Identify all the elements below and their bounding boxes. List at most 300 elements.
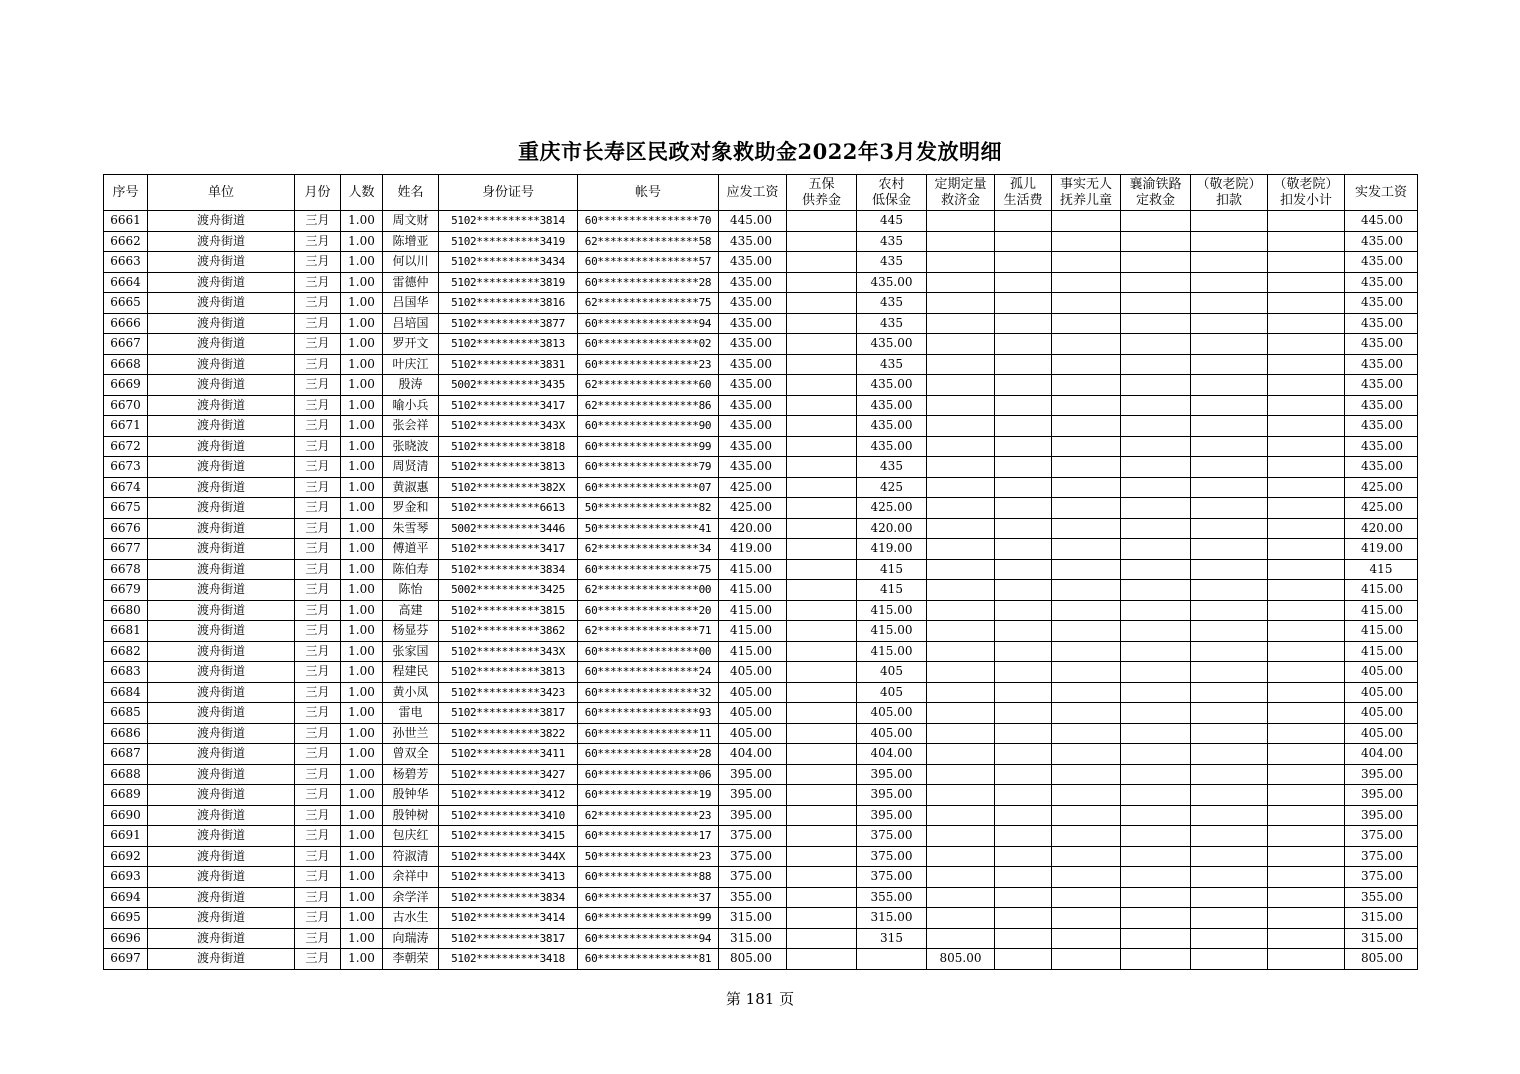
table-cell	[787, 416, 857, 437]
table-cell: 朱雪琴	[383, 518, 439, 539]
table-cell: 渡舟街道	[148, 641, 295, 662]
table-cell	[1121, 580, 1191, 601]
table-cell: 1.00	[341, 436, 383, 457]
table-cell	[995, 641, 1052, 662]
table-cell: 60****************88	[578, 867, 719, 888]
table-cell	[927, 457, 995, 478]
table-row	[104, 764, 1418, 785]
column-header: 月份	[295, 175, 341, 211]
table-cell: 415.00	[1345, 621, 1418, 642]
table-cell: 杨显芬	[383, 621, 439, 642]
table-cell: 吕国华	[383, 293, 439, 314]
table-cell: 415	[857, 580, 927, 601]
table-cell: 三月	[295, 477, 341, 498]
table-cell: 62****************34	[578, 539, 719, 560]
table-cell: 三月	[295, 703, 341, 724]
table-cell	[1268, 805, 1345, 826]
table-cell: 三月	[295, 252, 341, 273]
table-cell: 60****************00	[578, 641, 719, 662]
table-cell: 315.00	[1345, 928, 1418, 949]
table-cell: 375.00	[1345, 826, 1418, 847]
table-cell: 435.00	[719, 272, 787, 293]
table-cell: 古水生	[383, 908, 439, 929]
table-cell: 435.00	[719, 457, 787, 478]
table-cell	[1121, 231, 1191, 252]
table-cell	[787, 723, 857, 744]
column-header: （敬老院） 扣发小计	[1268, 175, 1345, 211]
table-cell	[1268, 826, 1345, 847]
table-cell	[1052, 867, 1121, 888]
table-cell: 62****************86	[578, 395, 719, 416]
table-cell: 405.00	[1345, 703, 1418, 724]
table-cell	[1268, 354, 1345, 375]
table-cell: 殷钟华	[383, 785, 439, 806]
table-cell	[927, 621, 995, 642]
table-cell	[1191, 416, 1268, 437]
table-row	[104, 785, 1418, 806]
table-cell: 355.00	[1345, 887, 1418, 908]
table-cell	[927, 334, 995, 355]
table-cell	[927, 395, 995, 416]
table-cell: 1.00	[341, 600, 383, 621]
table-cell: 三月	[295, 416, 341, 437]
table-cell	[1268, 395, 1345, 416]
table-row	[104, 662, 1418, 683]
table-cell	[1121, 334, 1191, 355]
table-cell	[1121, 293, 1191, 314]
table-cell: 喻小兵	[383, 395, 439, 416]
table-cell: 415.00	[719, 559, 787, 580]
table-cell: 420.00	[719, 518, 787, 539]
table-cell: 1.00	[341, 580, 383, 601]
table-cell	[995, 867, 1052, 888]
table-cell: 6677	[104, 539, 148, 560]
table-cell: 1.00	[341, 682, 383, 703]
table-cell: 1.00	[341, 621, 383, 642]
table-row	[104, 293, 1418, 314]
table-cell: 405.00	[857, 703, 927, 724]
table-cell	[1052, 272, 1121, 293]
table-cell	[1268, 375, 1345, 396]
table-cell	[1268, 457, 1345, 478]
table-cell: 6688	[104, 764, 148, 785]
table-cell	[787, 477, 857, 498]
table-cell: 6686	[104, 723, 148, 744]
table-cell	[995, 580, 1052, 601]
table-cell: 渡舟街道	[148, 805, 295, 826]
table-cell: 6695	[104, 908, 148, 929]
table-cell	[1191, 621, 1268, 642]
table-cell: 805.00	[1345, 949, 1418, 970]
table-cell: 5102**********3834	[439, 887, 578, 908]
column-header: 姓名	[383, 175, 439, 211]
table-cell	[1121, 908, 1191, 929]
table-row	[104, 887, 1418, 908]
table-cell: 5102**********3834	[439, 559, 578, 580]
table-cell: 5102**********3414	[439, 908, 578, 929]
table-cell: 1.00	[341, 395, 383, 416]
table-cell: 60****************24	[578, 662, 719, 683]
table-cell: 420.00	[1345, 518, 1418, 539]
table-cell: 三月	[295, 928, 341, 949]
table-cell	[1121, 662, 1191, 683]
table-cell	[787, 846, 857, 867]
table-cell: 60****************79	[578, 457, 719, 478]
table-cell: 6678	[104, 559, 148, 580]
table-cell: 6681	[104, 621, 148, 642]
table-cell: 渡舟街道	[148, 559, 295, 580]
table-cell: 1.00	[341, 252, 383, 273]
table-cell: 6697	[104, 949, 148, 970]
table-cell: 435.00	[857, 272, 927, 293]
table-cell	[1268, 293, 1345, 314]
table-cell	[1191, 867, 1268, 888]
table-cell: 415.00	[1345, 580, 1418, 601]
table-cell	[1268, 846, 1345, 867]
table-cell: 1.00	[341, 785, 383, 806]
table-cell: 孙世兰	[383, 723, 439, 744]
table-cell	[1052, 252, 1121, 273]
table-cell	[1268, 682, 1345, 703]
table-cell: 三月	[295, 764, 341, 785]
table-row	[104, 416, 1418, 437]
table-cell	[787, 662, 857, 683]
table-cell: 1.00	[341, 457, 383, 478]
table-cell: 三月	[295, 723, 341, 744]
table-header-row	[104, 175, 1418, 211]
table-cell	[995, 846, 1052, 867]
table-cell	[927, 416, 995, 437]
table-cell	[787, 211, 857, 232]
table-cell: 6664	[104, 272, 148, 293]
table-cell	[927, 641, 995, 662]
table-cell: 404.00	[1345, 744, 1418, 765]
table-cell: 6689	[104, 785, 148, 806]
table-cell: 5102**********3413	[439, 867, 578, 888]
table-cell: 周贤清	[383, 457, 439, 478]
table-cell: 395.00	[719, 805, 787, 826]
table-cell: 三月	[295, 621, 341, 642]
table-cell: 425.00	[719, 477, 787, 498]
table-cell: 445.00	[1345, 211, 1418, 232]
table-cell	[787, 867, 857, 888]
table-cell	[1121, 887, 1191, 908]
table-row	[104, 539, 1418, 560]
table-cell: 三月	[295, 334, 341, 355]
table-cell: 50****************82	[578, 498, 719, 519]
table-cell	[1268, 928, 1345, 949]
table-cell: 435.00	[719, 354, 787, 375]
table-cell: 周文财	[383, 211, 439, 232]
table-cell: 445	[857, 211, 927, 232]
table-cell	[1268, 887, 1345, 908]
table-cell: 6691	[104, 826, 148, 847]
table-cell: 6662	[104, 231, 148, 252]
table-cell: 6673	[104, 457, 148, 478]
table-cell: 419.00	[719, 539, 787, 560]
table-cell	[1052, 600, 1121, 621]
table-cell: 435.00	[719, 395, 787, 416]
table-cell	[1191, 457, 1268, 478]
table-cell: 415.00	[1345, 641, 1418, 662]
table-cell: 60****************28	[578, 272, 719, 293]
table-cell: 渡舟街道	[148, 477, 295, 498]
table-cell	[1268, 313, 1345, 334]
table-cell: 425.00	[719, 498, 787, 519]
column-header: 孤儿 生活费	[995, 175, 1052, 211]
column-header: 单位	[148, 175, 295, 211]
table-cell: 1.00	[341, 539, 383, 560]
table-cell: 435	[857, 354, 927, 375]
table-cell: 50****************41	[578, 518, 719, 539]
table-cell	[787, 764, 857, 785]
table-cell: 415.00	[1345, 600, 1418, 621]
table-cell: 三月	[295, 559, 341, 580]
table-cell: 60****************75	[578, 559, 719, 580]
table-cell	[927, 682, 995, 703]
table-cell: 渡舟街道	[148, 949, 295, 970]
table-cell: 395.00	[1345, 805, 1418, 826]
table-cell	[1268, 641, 1345, 662]
column-header: （敬老院） 扣款	[1191, 175, 1268, 211]
table-cell: 315.00	[857, 908, 927, 929]
table-cell	[1191, 293, 1268, 314]
table-cell	[1052, 805, 1121, 826]
table-cell	[927, 539, 995, 560]
table-cell: 375.00	[719, 867, 787, 888]
table-cell: 三月	[295, 846, 341, 867]
table-cell: 435.00	[719, 252, 787, 273]
table-cell: 60****************19	[578, 785, 719, 806]
table-cell	[927, 354, 995, 375]
table-cell: 445.00	[719, 211, 787, 232]
column-header: 襄渝铁路 定救金	[1121, 175, 1191, 211]
table-cell	[995, 375, 1052, 396]
table-row	[104, 231, 1418, 252]
table-cell	[787, 518, 857, 539]
table-cell: 5102**********343X	[439, 416, 578, 437]
table-cell	[1052, 477, 1121, 498]
table-cell: 435	[857, 457, 927, 478]
table-body	[104, 211, 1418, 970]
table-cell	[787, 805, 857, 826]
table-cell	[927, 662, 995, 683]
table-cell	[1121, 211, 1191, 232]
table-cell	[927, 846, 995, 867]
table-cell: 375.00	[857, 826, 927, 847]
table-cell	[995, 826, 1052, 847]
table-cell: 三月	[295, 293, 341, 314]
table-cell: 三月	[295, 211, 341, 232]
table-cell: 435.00	[857, 416, 927, 437]
table-cell: 张晓波	[383, 436, 439, 457]
table-cell	[787, 436, 857, 457]
table-cell	[1191, 211, 1268, 232]
table-cell	[995, 744, 1052, 765]
table-cell	[1052, 313, 1121, 334]
table-cell: 435.00	[1345, 416, 1418, 437]
table-cell	[1121, 272, 1191, 293]
table-cell: 1.00	[341, 334, 383, 355]
table-cell	[1268, 580, 1345, 601]
table-cell	[1191, 436, 1268, 457]
table-cell	[787, 682, 857, 703]
table-cell: 何以川	[383, 252, 439, 273]
table-cell: 395.00	[857, 805, 927, 826]
table-cell: 60****************81	[578, 949, 719, 970]
table-row	[104, 949, 1418, 970]
table-cell: 1.00	[341, 518, 383, 539]
table-cell	[1121, 559, 1191, 580]
table-cell: 435.00	[1345, 457, 1418, 478]
table-cell: 5102**********343X	[439, 641, 578, 662]
table-cell	[787, 293, 857, 314]
table-cell: 渡舟街道	[148, 846, 295, 867]
table-cell: 渡舟街道	[148, 764, 295, 785]
table-cell	[995, 313, 1052, 334]
table-cell: 395.00	[857, 785, 927, 806]
table-cell: 60****************20	[578, 600, 719, 621]
table-cell: 60****************90	[578, 416, 719, 437]
table-cell: 5102**********3427	[439, 764, 578, 785]
table-cell: 60****************28	[578, 744, 719, 765]
table-cell: 435.00	[1345, 436, 1418, 457]
table-cell: 吕培国	[383, 313, 439, 334]
table-cell	[1268, 477, 1345, 498]
table-cell: 6679	[104, 580, 148, 601]
table-cell	[995, 928, 1052, 949]
table-cell: 包庆红	[383, 826, 439, 847]
column-header: 农村 低保金	[857, 175, 927, 211]
table-cell	[1052, 293, 1121, 314]
table-cell: 405.00	[1345, 682, 1418, 703]
table-cell: 1.00	[341, 313, 383, 334]
table-row	[104, 682, 1418, 703]
table-cell: 雷电	[383, 703, 439, 724]
table-cell: 杨碧芳	[383, 764, 439, 785]
table-cell: 1.00	[341, 354, 383, 375]
table-cell: 415	[1345, 559, 1418, 580]
table-cell: 405.00	[719, 682, 787, 703]
table-cell	[995, 559, 1052, 580]
table-cell: 405.00	[719, 723, 787, 744]
table-cell: 6694	[104, 887, 148, 908]
table-cell	[995, 272, 1052, 293]
table-cell	[1191, 559, 1268, 580]
table-cell	[1052, 518, 1121, 539]
table-cell: 415	[857, 559, 927, 580]
table-cell: 405.00	[719, 703, 787, 724]
table-cell: 60****************06	[578, 764, 719, 785]
table-cell	[1052, 641, 1121, 662]
table-cell	[1121, 436, 1191, 457]
table-cell: 50****************23	[578, 846, 719, 867]
table-cell: 渡舟街道	[148, 457, 295, 478]
table-cell: 5102**********3813	[439, 662, 578, 683]
table-row	[104, 518, 1418, 539]
table-row	[104, 272, 1418, 293]
table-cell: 5102**********3817	[439, 928, 578, 949]
table-cell: 渡舟街道	[148, 682, 295, 703]
table-row	[104, 436, 1418, 457]
table-cell: 5102**********3815	[439, 600, 578, 621]
table-cell	[927, 375, 995, 396]
table-cell	[787, 600, 857, 621]
table-cell: 60****************99	[578, 436, 719, 457]
table-cell: 6675	[104, 498, 148, 519]
table-cell: 6685	[104, 703, 148, 724]
table-row	[104, 600, 1418, 621]
table-cell	[1121, 846, 1191, 867]
table-cell: 405.00	[857, 723, 927, 744]
table-cell: 渡舟街道	[148, 416, 295, 437]
table-cell: 三月	[295, 313, 341, 334]
table-cell: 60****************99	[578, 908, 719, 929]
table-cell	[1191, 744, 1268, 765]
table-row	[104, 723, 1418, 744]
table-cell: 三月	[295, 662, 341, 683]
table-cell: 425.00	[1345, 498, 1418, 519]
table-cell: 5102**********3415	[439, 826, 578, 847]
table-cell	[1121, 949, 1191, 970]
table-cell	[1052, 826, 1121, 847]
table-cell	[787, 539, 857, 560]
table-cell: 5102**********3831	[439, 354, 578, 375]
table-cell	[1121, 416, 1191, 437]
table-cell: 6661	[104, 211, 148, 232]
table-cell	[995, 785, 1052, 806]
table-cell	[787, 375, 857, 396]
table-cell	[787, 395, 857, 416]
table-cell	[1052, 231, 1121, 252]
table-cell	[787, 826, 857, 847]
column-header: 应发工资	[719, 175, 787, 211]
table-cell: 405.00	[719, 662, 787, 683]
table-cell: 60****************17	[578, 826, 719, 847]
table-row	[104, 252, 1418, 273]
table-cell: 404.00	[857, 744, 927, 765]
table-cell	[1268, 723, 1345, 744]
table-cell: 1.00	[341, 826, 383, 847]
table-cell: 1.00	[341, 293, 383, 314]
table-cell	[1121, 785, 1191, 806]
table-cell: 渡舟街道	[148, 744, 295, 765]
column-header: 帐号	[578, 175, 719, 211]
table-cell: 渡舟街道	[148, 354, 295, 375]
table-cell: 渡舟街道	[148, 313, 295, 334]
column-header: 身份证号	[439, 175, 578, 211]
table-cell: 1.00	[341, 928, 383, 949]
table-cell: 1.00	[341, 559, 383, 580]
table-cell: 5102**********3417	[439, 395, 578, 416]
table-cell: 陈增亚	[383, 231, 439, 252]
table-cell: 6672	[104, 436, 148, 457]
table-cell: 805.00	[719, 949, 787, 970]
table-cell: 415.00	[719, 600, 787, 621]
table-cell	[995, 395, 1052, 416]
table-cell: 三月	[295, 498, 341, 519]
table-cell: 渡舟街道	[148, 580, 295, 601]
table-cell: 1.00	[341, 764, 383, 785]
table-cell: 425.00	[857, 498, 927, 519]
table-cell	[1191, 928, 1268, 949]
table-cell: 355.00	[857, 887, 927, 908]
table-cell: 渡舟街道	[148, 375, 295, 396]
table-cell	[1191, 641, 1268, 662]
table-cell	[1268, 416, 1345, 437]
table-cell	[927, 785, 995, 806]
table-cell	[995, 498, 1052, 519]
